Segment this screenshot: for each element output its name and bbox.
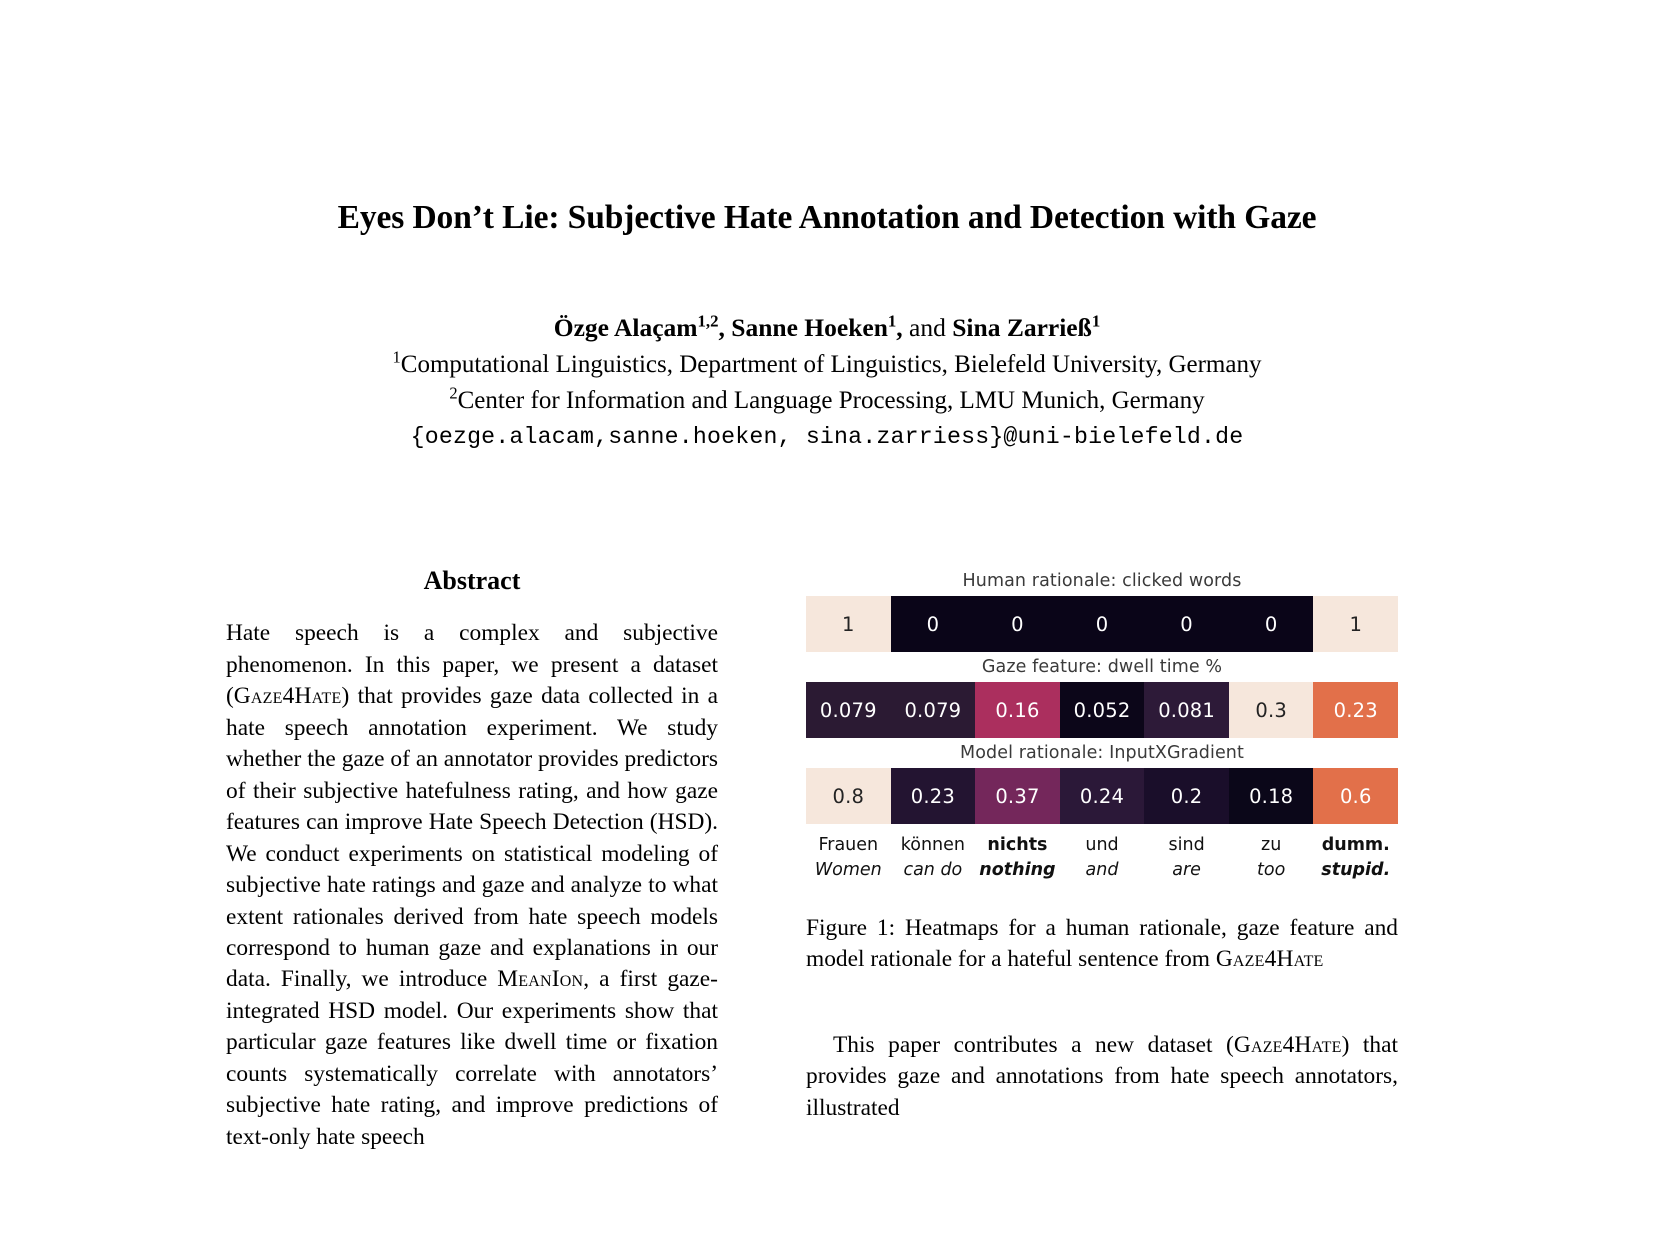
heatmap-row-gaze bbox=[806, 682, 1398, 738]
affiliation-text-1: Computational Linguistics, Department of Linguistics, Bielefeld University, Germany bbox=[400, 350, 1262, 378]
heatmap-cell: 0.37 bbox=[975, 768, 1060, 824]
two-column-body bbox=[226, 566, 1428, 1153]
heatmap-cell: 0 bbox=[1060, 596, 1145, 652]
heatmap-cell: 0.081 bbox=[1144, 682, 1229, 738]
title-block bbox=[226, 0, 1428, 454]
body-text-after-figure bbox=[806, 1030, 1398, 1124]
author-affil-marker-1: 1,2 bbox=[697, 311, 719, 331]
heatmap-word-labels bbox=[806, 833, 1398, 883]
heatmap-cell: 0.23 bbox=[1313, 682, 1398, 738]
word-label-en: are bbox=[1172, 860, 1201, 881]
word-label-de: und bbox=[1085, 835, 1119, 856]
heatmap-cell: 1 bbox=[806, 596, 891, 652]
heatmap-cell: 0.052 bbox=[1060, 682, 1145, 738]
heatmap-cell: 0 bbox=[891, 596, 976, 652]
affiliation-marker-2: 2 bbox=[449, 383, 458, 403]
author-email: {oezge.alacam,sanne.hoeken, sina.zarriess}@uni-bielefeld.de bbox=[410, 423, 1244, 450]
heatmap-cell: 0 bbox=[1229, 596, 1314, 652]
heatmap-row-model bbox=[806, 768, 1398, 824]
word-label-en: Women bbox=[814, 860, 882, 881]
left-column bbox=[226, 566, 718, 1153]
author-name-1: Özge Alaçam bbox=[553, 313, 698, 343]
figure-caption bbox=[806, 913, 1398, 976]
heatmap-cell: 0.18 bbox=[1229, 768, 1314, 824]
abstract-text-part-2: ) that provides gaze data collected in a hate speech annotation experiment. We study whether the gaze of an annotator provides predictors of their subjective hatefulness rating, and how gaze features can improve Hate Speech Detection (HSD). We conduct experiments on statistical modeling of subjective hate ratings and gaze and analyze to what extent rationales derived from hate speech models correspond to human gaze and explanations in our data. Finally, we introduce bbox=[226, 683, 718, 993]
heatmap-cell: 1 bbox=[1313, 596, 1398, 652]
word-label bbox=[806, 833, 891, 883]
heatmap-cell: 0.8 bbox=[806, 768, 891, 824]
heatmap-cell: 0 bbox=[975, 596, 1060, 652]
heatmap-cell: 0.079 bbox=[891, 682, 976, 738]
word-label bbox=[1060, 833, 1145, 883]
word-label bbox=[1144, 833, 1229, 883]
word-label-de: sind bbox=[1168, 835, 1205, 856]
word-label-en: and bbox=[1085, 860, 1119, 881]
affiliation-1 bbox=[226, 347, 1428, 383]
author-names-line bbox=[226, 310, 1428, 347]
heatmap-row-title-gaze: Gaze feature: dwell time % bbox=[981, 657, 1223, 678]
word-label-en: nothing bbox=[979, 860, 1056, 881]
intro-paragraph bbox=[806, 1030, 1398, 1124]
heatmap-cell: 0.2 bbox=[1144, 768, 1229, 824]
author-name-3: Sina Zarrieß bbox=[952, 313, 1092, 343]
author-name-2: Sanne Hoeken bbox=[731, 313, 888, 343]
intro-text-part-1: This paper contributes a new dataset ( bbox=[833, 1031, 1234, 1058]
page-title: Eyes Don’t Lie: Subjective Hate Annotation and Detection with Gaze bbox=[337, 199, 1317, 236]
affiliation-2 bbox=[226, 383, 1428, 419]
heatmap-row-title-model: Model rationale: InputXGradient bbox=[960, 743, 1244, 764]
figure-caption-text: Heatmaps for a human rationale, gaze feature and model rationale for a hateful sentence from bbox=[806, 915, 1398, 973]
heatmap-cell: 0 bbox=[1144, 596, 1229, 652]
author-conjunction: and bbox=[909, 313, 946, 343]
author-separator-1: , bbox=[718, 313, 732, 343]
word-label-en: too bbox=[1257, 860, 1286, 881]
author-affil-marker-2: 1 bbox=[887, 311, 897, 331]
word-label-de: Frauen bbox=[818, 835, 879, 856]
word-label-de: können bbox=[900, 835, 965, 856]
dataset-name-gaze4hate: Gaze4Hate bbox=[233, 683, 342, 710]
author-block bbox=[226, 310, 1428, 454]
figure-caption-dataset: Gaze4Hate bbox=[1215, 946, 1324, 973]
right-column bbox=[806, 566, 1398, 1124]
intro-dataset-name: Gaze4Hate bbox=[1233, 1031, 1342, 1058]
word-label-de: zu bbox=[1261, 835, 1282, 856]
affiliation-text-2: Center for Information and Language Processing, LMU Munich, Germany bbox=[457, 386, 1205, 414]
intro-text-part-2: ) that provides gaze and annotations from hate speech annotators, illustrated bbox=[806, 1031, 1398, 1121]
word-label bbox=[1229, 833, 1314, 883]
word-label-en: can do bbox=[903, 860, 963, 881]
author-affil-marker-3: 1 bbox=[1091, 311, 1101, 331]
abstract-paragraph bbox=[226, 618, 718, 1153]
author-separator-2: , bbox=[896, 313, 910, 343]
heatmap-cell: 0.23 bbox=[891, 768, 976, 824]
word-label bbox=[975, 833, 1060, 883]
heatmap-chart bbox=[806, 566, 1398, 883]
heatmap-cell: 0.24 bbox=[1060, 768, 1145, 824]
heatmap-cell: 0.079 bbox=[806, 682, 891, 738]
figure-1 bbox=[806, 566, 1398, 976]
abstract-text-part-1: Hate speech is a complex and subjective phenomenon. In this paper, we present a dataset ( bbox=[226, 620, 718, 710]
heatmap-cell: 0.3 bbox=[1229, 682, 1314, 738]
heatmap-row-title-human: Human rationale: clicked words bbox=[962, 571, 1242, 592]
word-label bbox=[1313, 833, 1398, 883]
heatmap-cell: 0.6 bbox=[1313, 768, 1398, 824]
figure-caption-label: Figure 1: bbox=[806, 915, 896, 941]
heatmap-row-human bbox=[806, 596, 1398, 652]
heatmap-cell: 0.16 bbox=[975, 682, 1060, 738]
model-name-meanion: MeanIon bbox=[497, 966, 584, 993]
word-label-en: stupid. bbox=[1321, 860, 1391, 881]
word-label-de: nichts bbox=[987, 835, 1048, 856]
word-label-de: dumm. bbox=[1321, 835, 1390, 856]
abstract-heading: Abstract bbox=[423, 566, 521, 596]
abstract-text-part-3: , a first gaze-integrated HSD model. Our experiments show that particular gaze features like dwell time or fixation counts systematically correlate with annotators’ subjective hate rating, and improve predictions of text-only hate speech bbox=[226, 966, 718, 1150]
word-label bbox=[891, 833, 976, 883]
affiliation-marker-1: 1 bbox=[392, 347, 401, 367]
